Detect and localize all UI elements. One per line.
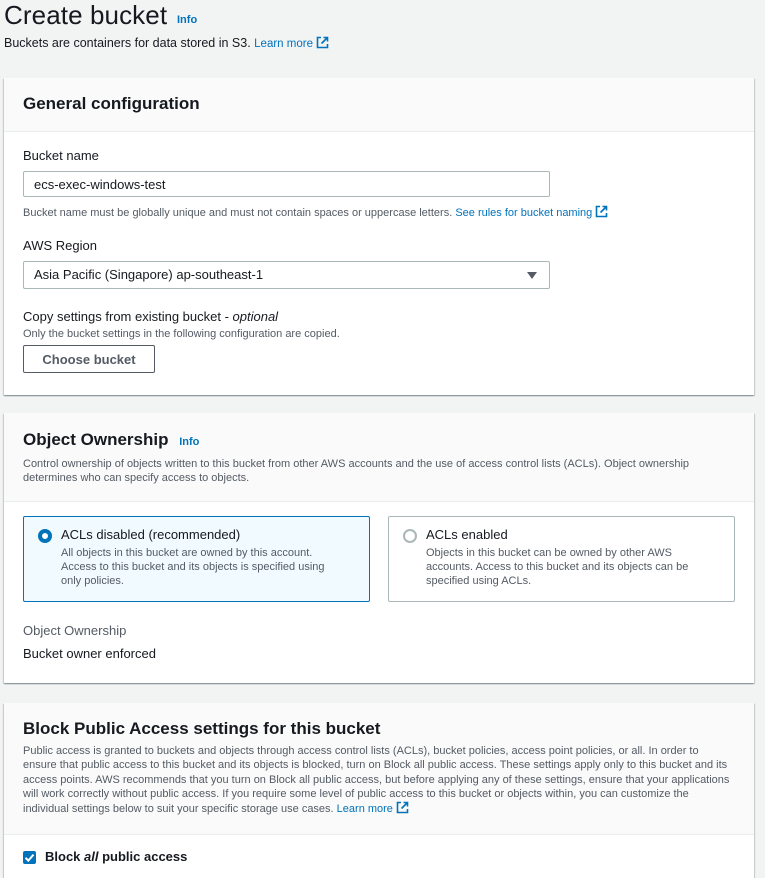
block-public-access-title: Block Public Access settings for this bucket — [23, 719, 381, 738]
panel-header — [4, 78, 754, 132]
checkbox-label-emphasis: all — [84, 849, 99, 864]
external-link-icon — [396, 801, 409, 814]
option-title: ACLs disabled (recommended) — [61, 527, 241, 542]
external-link-icon — [595, 205, 608, 218]
checkbox-label-suffix: public access — [98, 849, 188, 864]
optional-label: optional — [232, 309, 279, 324]
object-ownership-value: Bucket owner enforced — [23, 646, 156, 661]
copy-settings-label — [23, 309, 278, 324]
panel-header — [4, 703, 754, 835]
bucket-naming-rules-link[interactable]: See rules for bucket naming — [455, 207, 608, 219]
caret-down-icon — [527, 272, 537, 279]
copy-settings-hint: Only the bucket settings in the following configuration are copied. — [23, 328, 340, 340]
panel-header — [4, 413, 754, 502]
learn-more-link[interactable]: Learn more — [337, 803, 409, 815]
object-ownership-title-text: Object Ownership — [23, 430, 169, 449]
bucket-name-input[interactable]: ecs-exec-windows-test — [23, 171, 550, 197]
option-description: All objects in this bucket are owned by this account. Access to this bucket and its objects is specified using only policies. — [61, 547, 325, 587]
general-configuration-panel — [4, 78, 754, 395]
learn-more-link[interactable]: Learn more — [254, 38, 329, 50]
info-link[interactable]: Info — [179, 436, 200, 448]
page-title: Create bucket — [4, 0, 168, 30]
object-ownership-panel — [4, 413, 754, 683]
page-description-text: Buckets are containers for data stored in S3. — [4, 36, 251, 50]
checkbox-label-prefix: Block — [45, 849, 85, 864]
radio-button-selected[interactable] — [38, 529, 52, 543]
block-all-public-access-label[interactable] — [45, 849, 187, 864]
object-ownership-description: Control ownership of objects written to this bucket from other AWS accounts and the use of access control lists (ACLs). Object ownership determines who can specify access to objects. — [23, 458, 690, 484]
block-all-public-access-checkbox[interactable] — [23, 851, 36, 864]
page-description — [4, 36, 329, 50]
object-ownership-title — [23, 430, 199, 450]
choose-bucket-button[interactable]: Choose bucket — [23, 345, 155, 373]
bucket-name-hint — [23, 205, 608, 219]
block-public-access-description-text: Public access is granted to buckets and objects through access control lists (ACLs), bucket policies, access point policies, or all. In order to ensure that public access to this bucket and its objects is blocked, turn on Block all public access. These settings apply only to this bucket and its access points. AWS recommends that you turn on Block all public access, but before applying any of these settings, ensure that your applications will work correctly without public access. If you require some level of public access to this bucket or objects within, you can customize the individual settings below to suit your specific storage use cases. — [23, 745, 730, 816]
aws-region-label: AWS Region — [23, 238, 97, 253]
external-link-icon — [316, 36, 329, 49]
radio-button[interactable] — [403, 529, 417, 543]
option-description: Objects in this bucket can be owned by other AWS accounts. Access to this bucket and its objects can be specified using ACLs. — [426, 547, 689, 587]
acls-enabled-option[interactable] — [388, 516, 735, 602]
copy-settings-label-text: Copy settings from existing bucket - — [23, 309, 233, 324]
bucket-name-label: Bucket name — [23, 148, 99, 163]
aws-region-value: Asia Pacific (Singapore) ap-southeast-1 — [34, 267, 264, 282]
info-link[interactable]: Info — [177, 14, 198, 26]
block-public-access-panel — [4, 703, 754, 878]
acls-disabled-option[interactable] — [23, 516, 370, 602]
bucket-name-hint-text: Bucket name must be globally unique and must not contain spaces or uppercase letters. — [23, 207, 453, 219]
block-public-access-description — [23, 744, 735, 816]
aws-region-select[interactable] — [23, 261, 550, 289]
object-ownership-label: Object Ownership — [23, 623, 127, 638]
general-configuration-title: General configuration — [23, 94, 200, 113]
option-title: ACLs enabled — [426, 527, 508, 542]
checkmark-icon — [23, 851, 36, 864]
